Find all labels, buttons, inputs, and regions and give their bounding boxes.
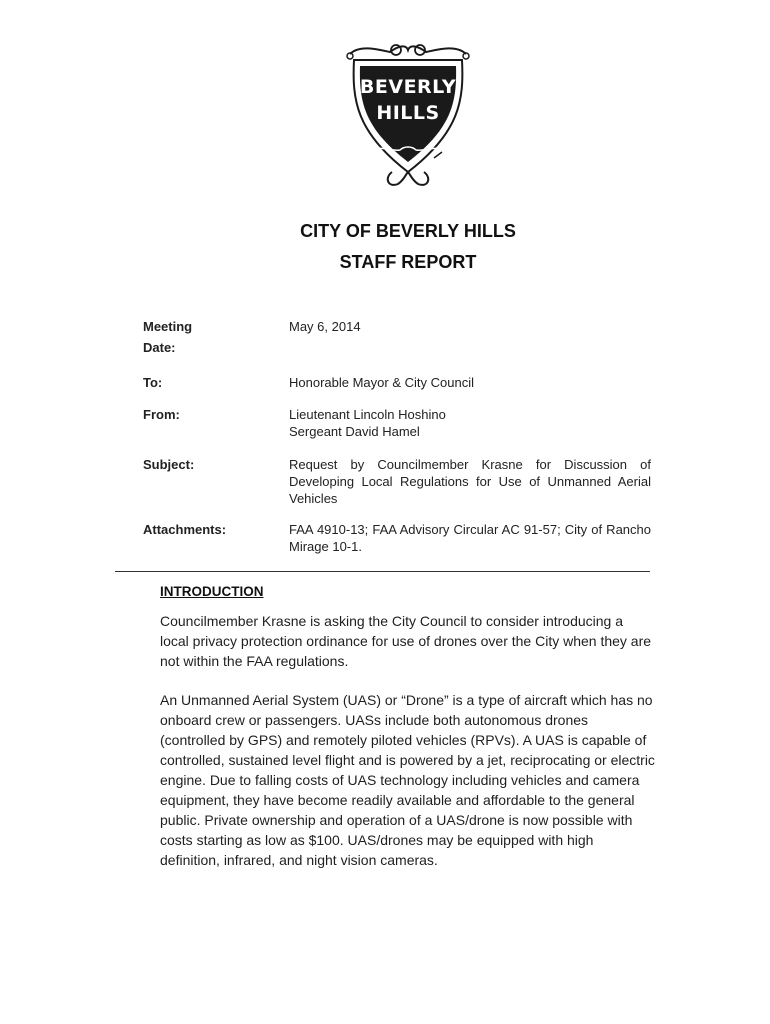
meeting-date-value: May 6, 2014 [289,319,361,334]
introduction-paragraph-1: Councilmember Krasne is asking the City Council to consider introducing a local privacy protection ordinance for use of drones over the City when they are not within the FAA regulations. [160,613,652,669]
from-value-line2: Sergeant David Hamel [289,424,420,439]
report-type-title: STAFF REPORT [339,252,477,272]
attachments-value: FAA 4910-13; FAA Advisory Circular AC 91-57; City of Rancho Mirage 10-1. [289,522,651,554]
attachments-label: Attachments: [143,522,227,537]
introduction-paragraph-2: An Unmanned Aerial System (UAS) or “Drone” is a type of aircraft which has no onboard crew or passengers. UASs include both autonomous drones (controlled by GPS) and remotely piloted vehicles (RPVs). A UAS is capable of controlled, sustained level flight and is powered by a jet, reciprocating or electric engine. Due to falling costs of UAS technology including vehicles and camera equipment, they have become readily available and affordable to the general public. Private ownership and operation of a UAS/drone is now possible with costs starting as low as $100. UAS/drones may be equipped with high definition, infrared, and night vision cameras. [160,692,655,868]
introduction-heading: INTRODUCTION [160,584,264,599]
meeting-date-label [143,316,192,358]
city-title: CITY OF BEVERLY HILLS [300,221,516,241]
subject-value: Request by Councilmember Krasne for Discussion of Developing Local Regulations for Use of Unmanned Aerial Vehicles [289,457,651,506]
logo-text-line1: BEVERLY [359,76,457,98]
from-value-line1: Lieutenant Lincoln Hoshino [289,407,446,422]
meeting-label-line2: Date: [143,340,176,355]
from-label: From: [143,407,180,422]
section-divider [115,571,650,572]
to-value: Honorable Mayor & City Council [289,375,474,390]
logo-text-line2: HILLS [376,102,440,124]
from-value [289,406,651,440]
subject-label: Subject: [143,457,195,472]
beverly-hills-shield-logo [340,40,476,188]
meeting-label-line1: Meeting [143,319,193,334]
to-label: To: [143,375,163,390]
